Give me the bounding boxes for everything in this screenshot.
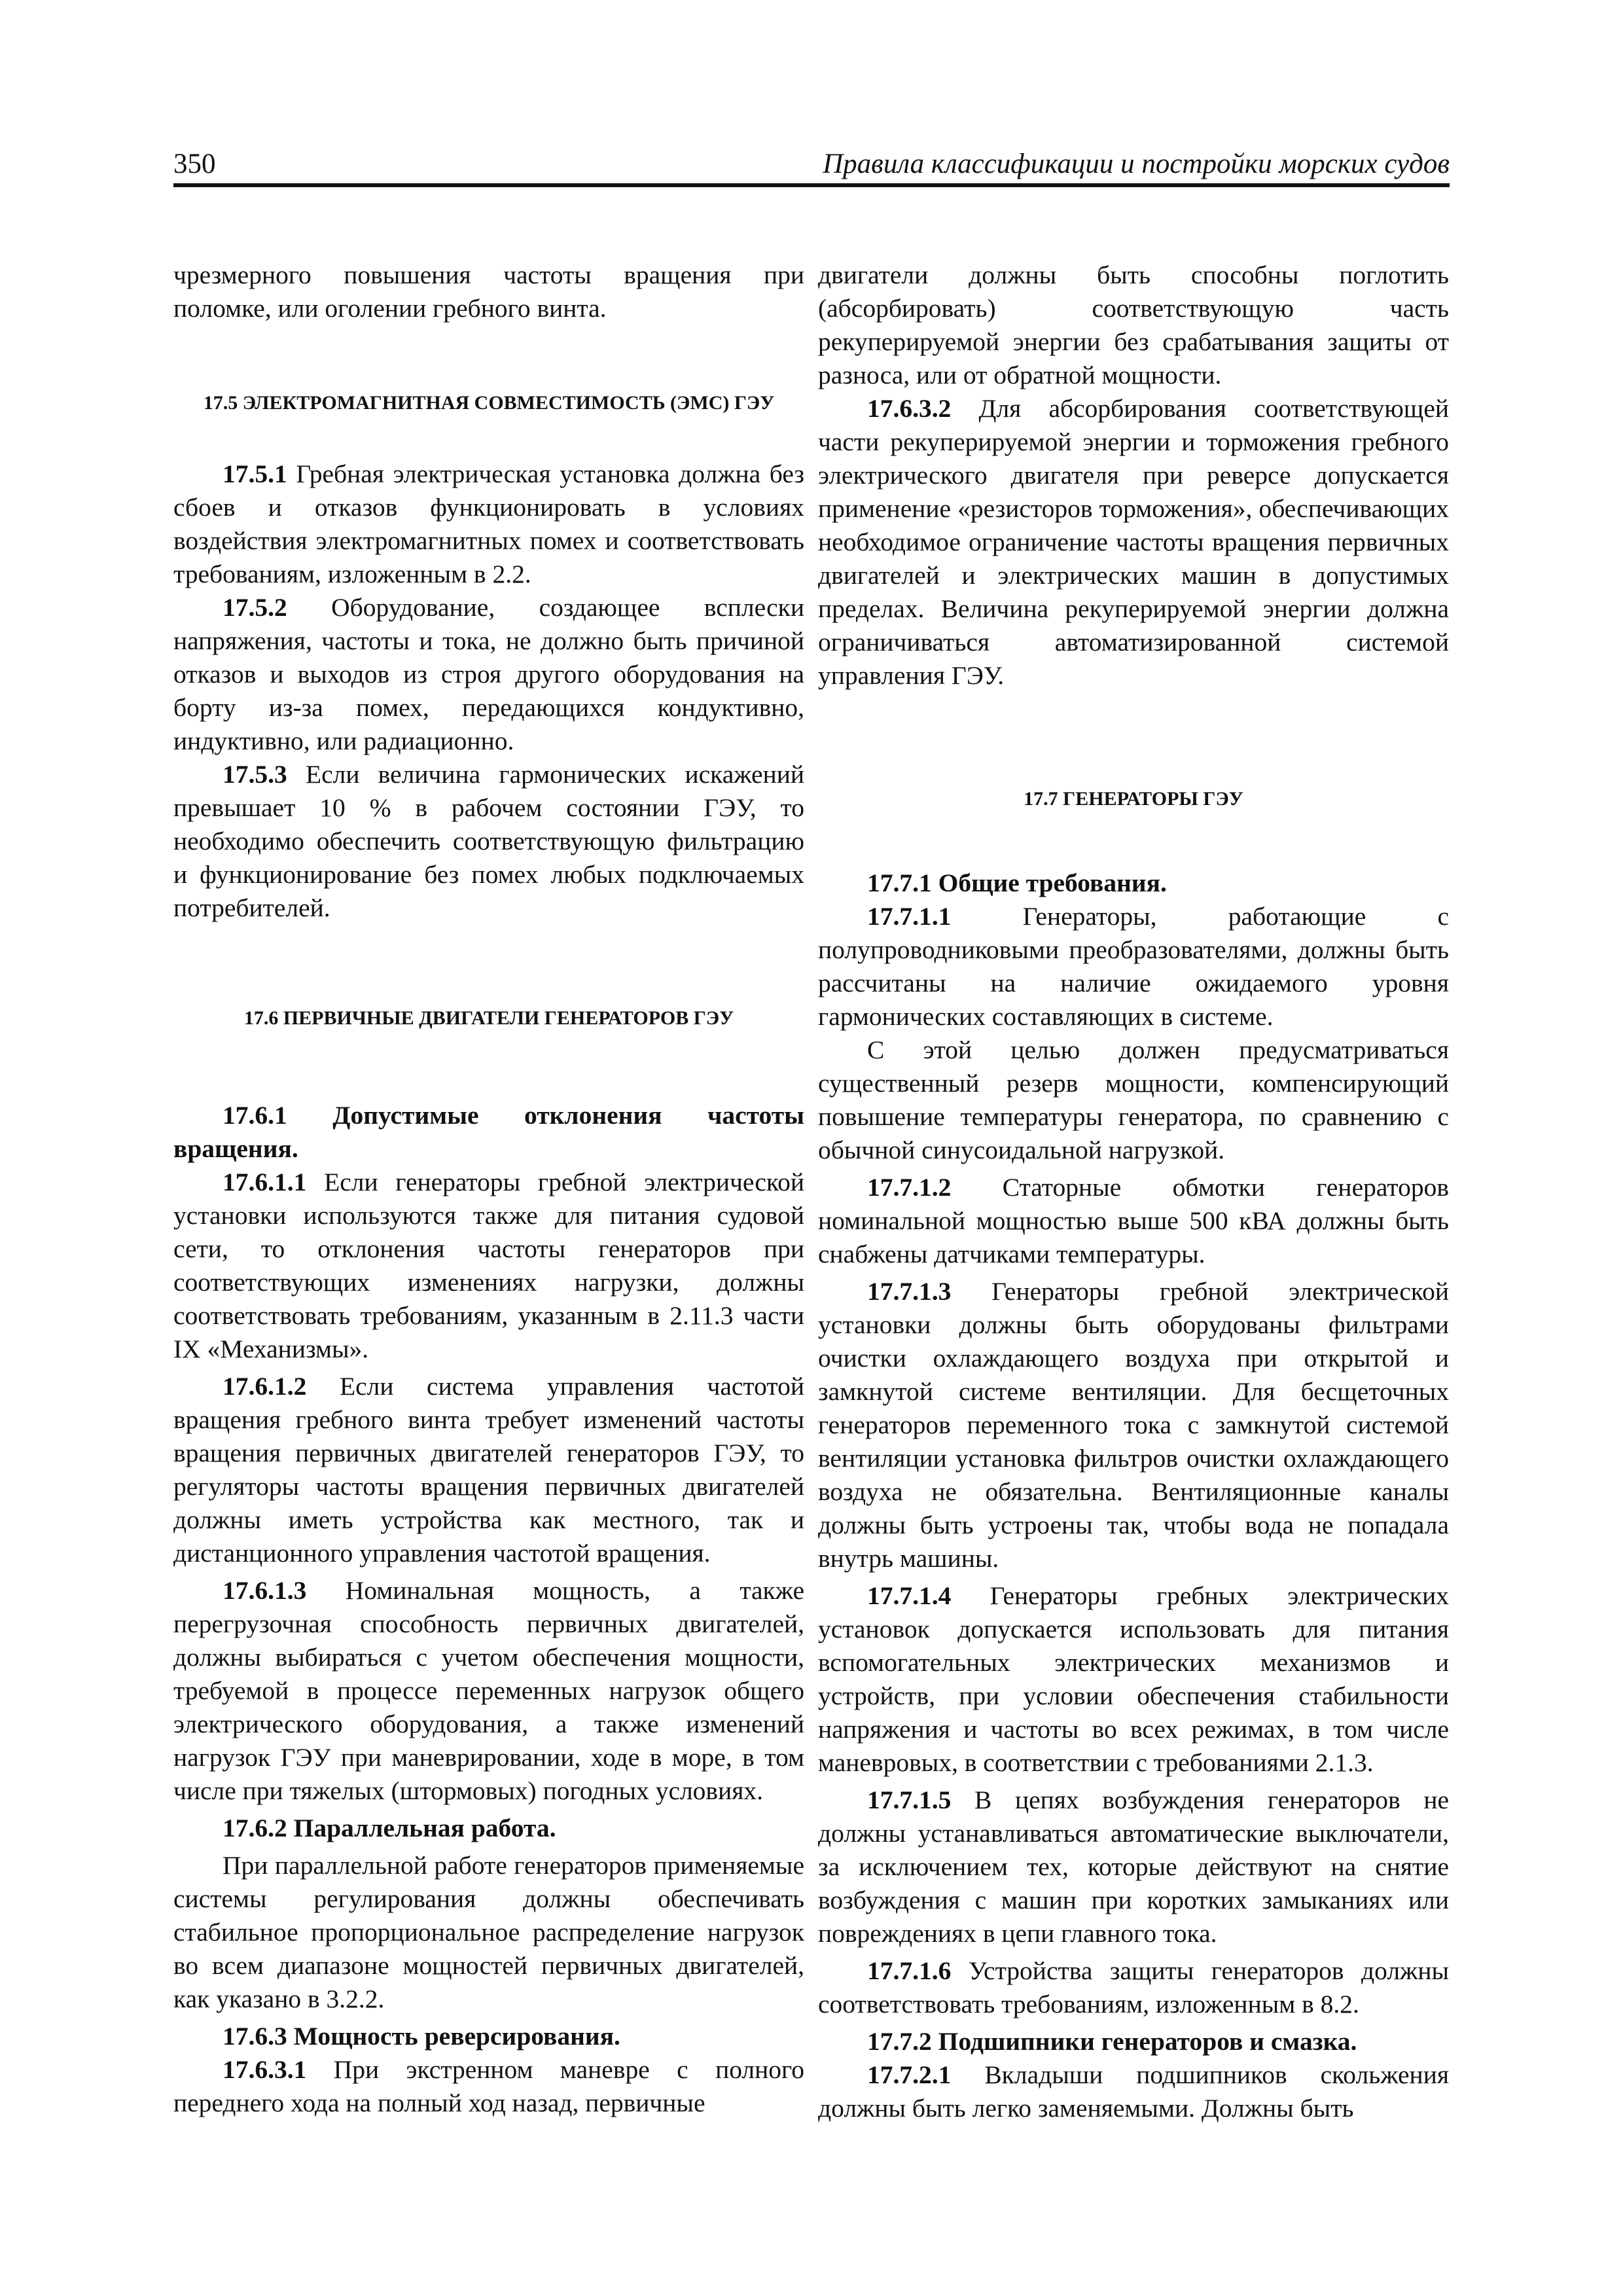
paragraph-continuation: двигатели должны быть способны поглотить (абсорбировать) соответствующую часть рекуперируемой энергии без срабатывания защиты от разноса, или от обратной мощности. xyxy=(818,260,1449,389)
clause-text: Оборудование, создающее всплески напряжения, частоты и тока, не должно быть причиной отказов и выходов из строя другого оборудования на борту из-за помех, передающихся кондуктивно, индуктивно, или радиационно. xyxy=(173,593,804,755)
clause-number: 17.6.1.3 xyxy=(223,1576,307,1605)
left-column xyxy=(173,259,804,2120)
paragraph-17-7-1-1 xyxy=(818,900,1449,1033)
running-title: Правила классификации и постройки морских судов xyxy=(823,149,1450,179)
section-heading-17-5: 17.5 ЭЛЕКТРОМАГНИТНАЯ СОВМЕСТИМОСТЬ (ЭМС) ГЭУ xyxy=(203,392,775,414)
section-heading-17-7: 17.7 ГЕНЕРАТОРЫ ГЭУ xyxy=(1024,788,1243,810)
paragraph-17-6-1-3 xyxy=(173,1574,804,1808)
clause-text: Если величина гармонических искажений превышает 10 % в рабочем состоянии ГЭУ, то необходимо обеспечить соответствующую фильтрацию и функционирование без помех любых подключаемых потребителей. xyxy=(173,760,804,922)
clause-text: Гребная электрическая установка должна без сбоев и отказов функционировать в условиях воздействия электромагнитных помех и соответствовать требованиям, изложенным в 2.2. xyxy=(173,459,804,588)
paragraph-17-6-2: При параллельной работе генераторов применяемые системы регулирования должны обеспечивать стабильное пропорциональное распределение нагрузок во всем диапазоне мощностей первичных двигателей, как указано в 3.2.2. xyxy=(173,1851,804,2013)
clause-text: Для абсорбирования соответствующей части рекуперируемой энергии и торможения гребного электрического двигателя при реверсе допускается применение «резисторов торможения», обеспечивающих необходимое ограничение частоты вращения первичных двигателей и электрических машин в допустимых пределах. Величина рекуперируемой энергии должна ограничиваться автоматизированной системой управления ГЭУ. xyxy=(818,394,1449,690)
paragraph-17-7-1-2 xyxy=(818,1171,1449,1271)
clause-text: Генераторы гребных электрических установок допускается использовать для питания вспомогательных электрических механизмов и устройств, при условии обеспечения стабильности напряжения и частоты во всех режимах, в том числе маневровых, в соответствии с требованиями 2.1.3. xyxy=(818,1581,1449,1777)
clause-text: Устройства защиты генераторов должны соответствовать требованиям, изложенным в 8.2. xyxy=(818,1956,1449,2018)
clause-number: 17.5.3 xyxy=(223,760,287,789)
clause-text: Если система управления частотой вращения гребного винта требует изменений частоты вращения первичных двигателей генераторов ГЭУ, то регуляторы частоты вращения первичных двигателей должны иметь устройства как местного, так и дистанционного управления частотой вращения. xyxy=(173,1372,804,1568)
subsection-heading-17-6-3: 17.6.3 Мощность реверсирования. xyxy=(223,2022,620,2051)
paragraph-17-7-2-1 xyxy=(818,2058,1449,2125)
clause-text: Генераторы гребной электрической установки должны быть оборудованы фильтрами очистки охлаждающего воздуха при открытой и замкнутой системе вентиляции. Для бесщеточных генераторов переменного тока с замкнутой системой вентиляции установка фильтров очистки охлаждающего воздуха не обязательна. Вентиляционные каналы должны быть устроены так, чтобы вода не попадала внутрь машины. xyxy=(818,1277,1449,1573)
clause-number: 17.7.1.1 xyxy=(867,902,952,931)
clause-text: Если генераторы гребной электрической установки используются также для питания судовой сети, то отклонения частоты генераторов при соответствующих изменениях нагрузки, должны соответствовать требованиям, указанным в 2.11.3 части IX «Механизмы». xyxy=(173,1168,804,1363)
page-number: 350 xyxy=(173,149,216,179)
section-heading-17-6: 17.6 ПЕРВИЧНЫЕ ДВИГАТЕЛИ ГЕНЕРАТОРОВ ГЭУ xyxy=(243,1007,734,1029)
page-header xyxy=(173,144,1450,187)
clause-number: 17.6.1.1 xyxy=(223,1168,307,1196)
clause-number: 17.7.1.4 xyxy=(867,1581,952,1610)
clause-number: 17.5.1 xyxy=(223,459,287,488)
paragraph-17-5-3 xyxy=(173,758,804,925)
clause-text: В цепях возбуждения генераторов не должны устанавливаться автоматические выключатели, за исключением тех, которые действуют на снятие возбуждения с машин при коротких замыканиях или повреждениях в цепи главного тока. xyxy=(818,1785,1449,1948)
paragraph-17-6-3-1 xyxy=(173,2053,804,2120)
paragraph-17-6-3-2 xyxy=(818,392,1449,692)
subsection-heading-17-6-1: 17.6.1 Допустимые отклонения частоты вращения. xyxy=(173,1101,804,1163)
clause-number: 17.7.1.5 xyxy=(867,1785,952,1814)
clause-text: При экстренном маневре с полного переднего хода на полный ход назад, первичные xyxy=(173,2055,804,2117)
paragraph-17-7-1-5 xyxy=(818,1784,1449,1950)
paragraph-17-6-1-1 xyxy=(173,1166,804,1366)
paragraph-17-5-1 xyxy=(173,457,804,591)
paragraph-17-7-1-1-continued: С этой целью должен предусматриваться существенный резерв мощности, компенсирующий повышение температуры генератора, по сравнению с обычной синусоидальной нагрузкой. xyxy=(818,1035,1449,1164)
clause-number: 17.5.2 xyxy=(223,593,287,622)
paragraph-intro: чрезмерного повышения частоты вращения при поломке, или оголении гребного винта. xyxy=(173,260,804,323)
paragraph-17-6-1-2 xyxy=(173,1370,804,1570)
clause-number: 17.6.1.2 xyxy=(223,1372,307,1401)
clause-number: 17.7.1.2 xyxy=(867,1173,952,1202)
clause-text: Генераторы, работающие с полупроводниковыми преобразователями, должны быть рассчитаны на наличие ожидаемого уровня гармонических составляющих в системе. xyxy=(818,902,1449,1031)
right-column xyxy=(818,259,1449,2125)
clause-number: 17.7.1.6 xyxy=(867,1956,952,1985)
clause-number: 17.7.1.3 xyxy=(867,1277,952,1306)
subsection-heading-17-7-1: 17.7.1 Общие требования. xyxy=(867,869,1167,897)
subsection-heading-17-6-2: 17.6.2 Параллельная работа. xyxy=(223,1814,556,1842)
paragraph-17-5-2 xyxy=(173,591,804,758)
clause-number: 17.6.3.2 xyxy=(867,394,952,423)
clause-text: Статорные обмотки генераторов номинальной мощностью выше 500 кВА должны быть снабжены датчиками температуры. xyxy=(818,1173,1449,1268)
paragraph-17-7-1-3 xyxy=(818,1275,1449,1575)
subsection-heading-17-7-2: 17.7.2 Подшипники генераторов и смазка. xyxy=(867,2027,1357,2056)
clause-number: 17.6.3.1 xyxy=(223,2055,307,2084)
clause-text: Номинальная мощность, а также перегрузочная способность первичных двигателей, должны выбираться с учетом обеспечения мощности, требуемой в процессе переменных нагрузок общего электрического оборудования, а также изменений нагрузок ГЭУ при маневрировании, ходе в море, в том числе при тяжелых (штормовых) погодных условиях. xyxy=(173,1576,804,1805)
paragraph-17-7-1-4 xyxy=(818,1579,1449,1780)
clause-number: 17.7.2.1 xyxy=(867,2060,952,2089)
clause-text: Вкладыши подшипников скольжения должны быть легко заменяемыми. Должны быть xyxy=(818,2060,1449,2123)
paragraph-17-7-1-6 xyxy=(818,1954,1449,2021)
